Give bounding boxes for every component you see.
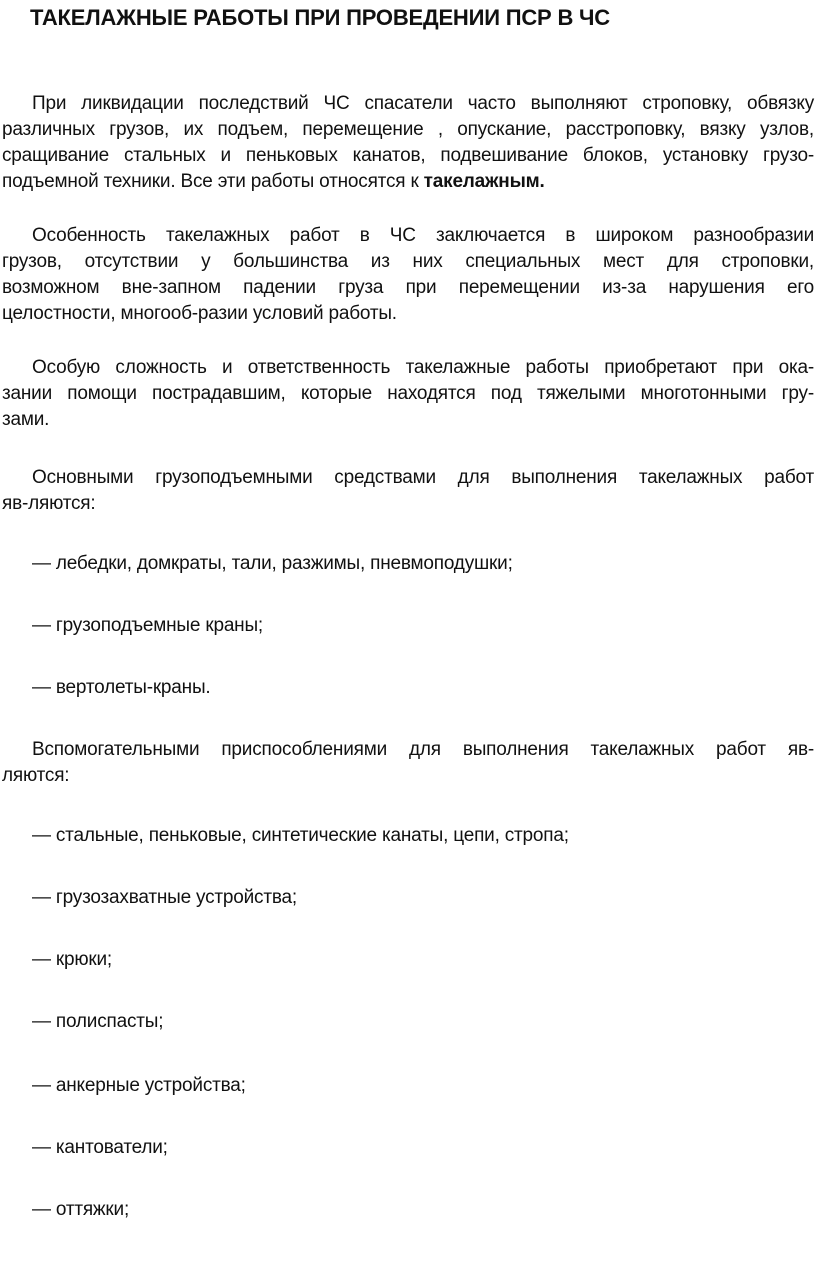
- list-item: — стальные, пеньковые, синтетические канаты, цепи, стропа;: [32, 825, 569, 846]
- list-item: — кантователи;: [32, 1137, 168, 1158]
- text-line: [2, 169, 814, 195]
- list-item: — лебедки, домкраты, тали, разжимы, пневмоподушки;: [32, 553, 513, 574]
- text-line: сращивание стальных и пеньковых канатов, подвешивание блоков, установку грузо-: [2, 145, 814, 166]
- text-line: Основными грузоподъемными средствами для выполнения такелажных работ: [32, 467, 814, 488]
- text-line: яв-ляются:: [2, 493, 96, 514]
- paragraph-rigging-complexity: [2, 355, 814, 433]
- list-item: — оттяжки;: [32, 1199, 130, 1220]
- text-line: целостности, многооб-разии условий работы.: [2, 303, 397, 324]
- document-title: ТАКЕЛАЖНЫЕ РАБОТЫ ПРИ ПРОВЕДЕНИИ ПСР В ЧС: [30, 5, 610, 30]
- text-line: Вспомогательными приспособлениями для выполнения такелажных работ яв-: [32, 739, 814, 760]
- paragraph-rigging-features: [2, 223, 814, 327]
- text-line: зами.: [2, 409, 50, 430]
- text-line: зании помощи пострадавшим, которые находятся под тяжелыми многотонными гру-: [2, 383, 814, 404]
- list-item: — полиспасты;: [32, 1011, 164, 1032]
- bold-term: такелажным.: [423, 171, 545, 192]
- text-segment: подъемной техники. Все эти работы относятся к: [2, 171, 419, 192]
- text-line: Особую сложность и ответственность такелажные работы приобретают при ока-: [32, 357, 814, 378]
- text-line: При ликвидации последствий ЧС спасатели часто выполняют строповку, обвязку: [32, 93, 814, 114]
- text-line: ляются:: [2, 765, 70, 786]
- paragraph-rigging-definition: [2, 91, 814, 195]
- list-item: — крюки;: [32, 949, 113, 970]
- list-item: — анкерные устройства;: [32, 1075, 246, 1096]
- text-line: различных грузов, их подъем, перемещение , опускание, расстроповку, вязку узлов,: [2, 119, 814, 140]
- text-line: грузов, отсутствии у большинства из них специальных мест для строповки,: [2, 251, 814, 272]
- paragraph-auxiliary-devices: [2, 737, 814, 789]
- text-line: возможном вне-запном падении груза при перемещении из-за нарушения его: [2, 277, 814, 298]
- list-item: — грузоподъемные краны;: [32, 615, 264, 636]
- text-line: Особенность такелажных работ в ЧС заключается в широком разнообразии: [32, 225, 814, 246]
- list-item: — грузозахватные устройства;: [32, 887, 297, 908]
- list-item: — вертолеты-краны.: [32, 677, 211, 698]
- paragraph-main-lifting-means: [2, 465, 814, 517]
